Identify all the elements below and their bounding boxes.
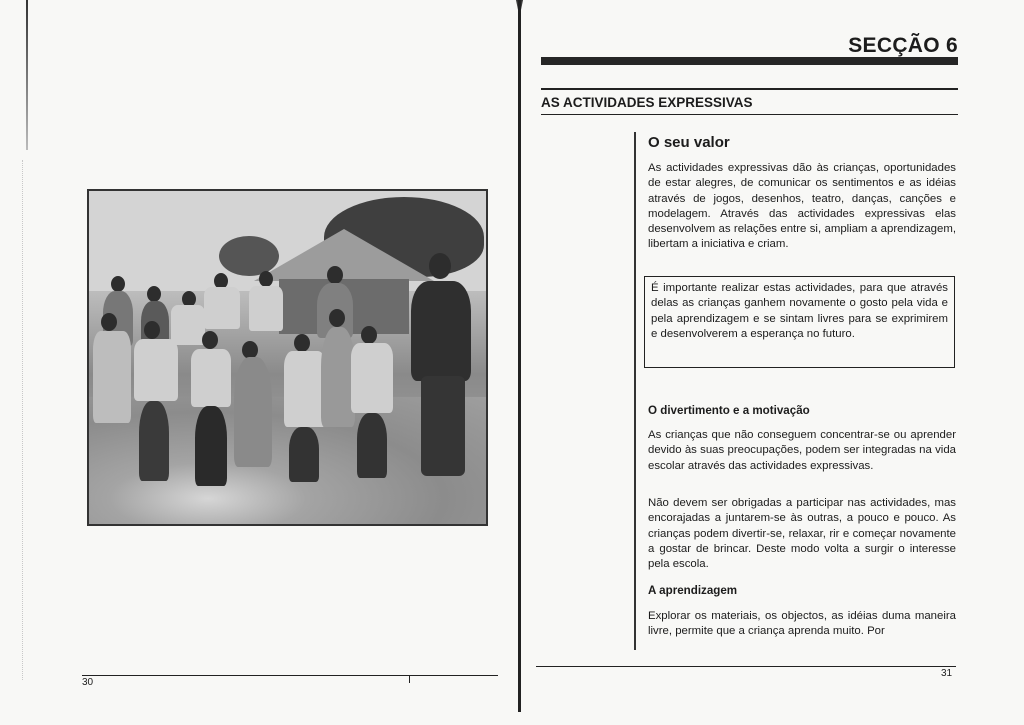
photo-children-group [87,189,488,526]
left-page-edge [26,0,28,150]
page-number-left: 30 [82,677,94,688]
scan-artifact [22,160,24,680]
heading-aprendizagem: A aprendizagem [648,584,738,597]
chapter-rule-bottom [541,114,958,115]
photo-tree-small [219,236,279,276]
paragraph-divertimento-2: Não devem ser obrigadas a participar nas actividades, mas encorajadas a juntarem-se às outras, a pouco e pouco. As crianças podem divertir-se, relaxar, rir e começar novamente a gostar de brincar. Deste modo volta a surgir o interesse pela escola. [648,497,956,571]
footer-rule-left [82,675,498,676]
footer-tick [409,675,410,683]
section-label: SECÇÃO 6 [848,34,958,57]
chapter-title: AS ACTIVIDADES EXPRESSIVAS [541,95,753,110]
heading-divertimento: O divertimento e a motivação [648,404,810,417]
heading-o-seu-valor: O seu valor [648,134,730,151]
column-margin-bar [634,132,636,650]
section-bar [541,57,958,65]
paragraph-divertimento-1: As crianças que não conseguem concentrar-se ou aprender devido às suas preocupações, podem ser integradas na vida escolar através das actividades expressivas. [648,429,956,472]
page-number-right: 31 [941,668,953,679]
paragraph-aprendizagem: Explorar os materiais, os objectos, as idéias duma maneira livre, permite que a criança aprenda muito. Por [648,610,956,638]
book-spine [518,0,521,712]
footer-rule-right [536,666,956,667]
paragraph-valor: As actividades expressivas dão às crianças, oportunidades de estar alegres, de comunicar os sentimentos e as idéias através de jogos, desenhos, teatro, danças, canções e modelagem. Através das actividades expressivas elas desenvolvem as relações entre si, ampliam a aprendizagem, libertam a iniciativa e criam. [648,162,956,251]
highlight-note-box: É importante realizar estas actividades, para que através delas as crianças ganhem novamente o gosto pela vida e pela aprendizagem e se sintam livres para se exprimirem e desenvolverem a esperança no futuro. [644,276,955,368]
chapter-rule-top [541,88,958,90]
